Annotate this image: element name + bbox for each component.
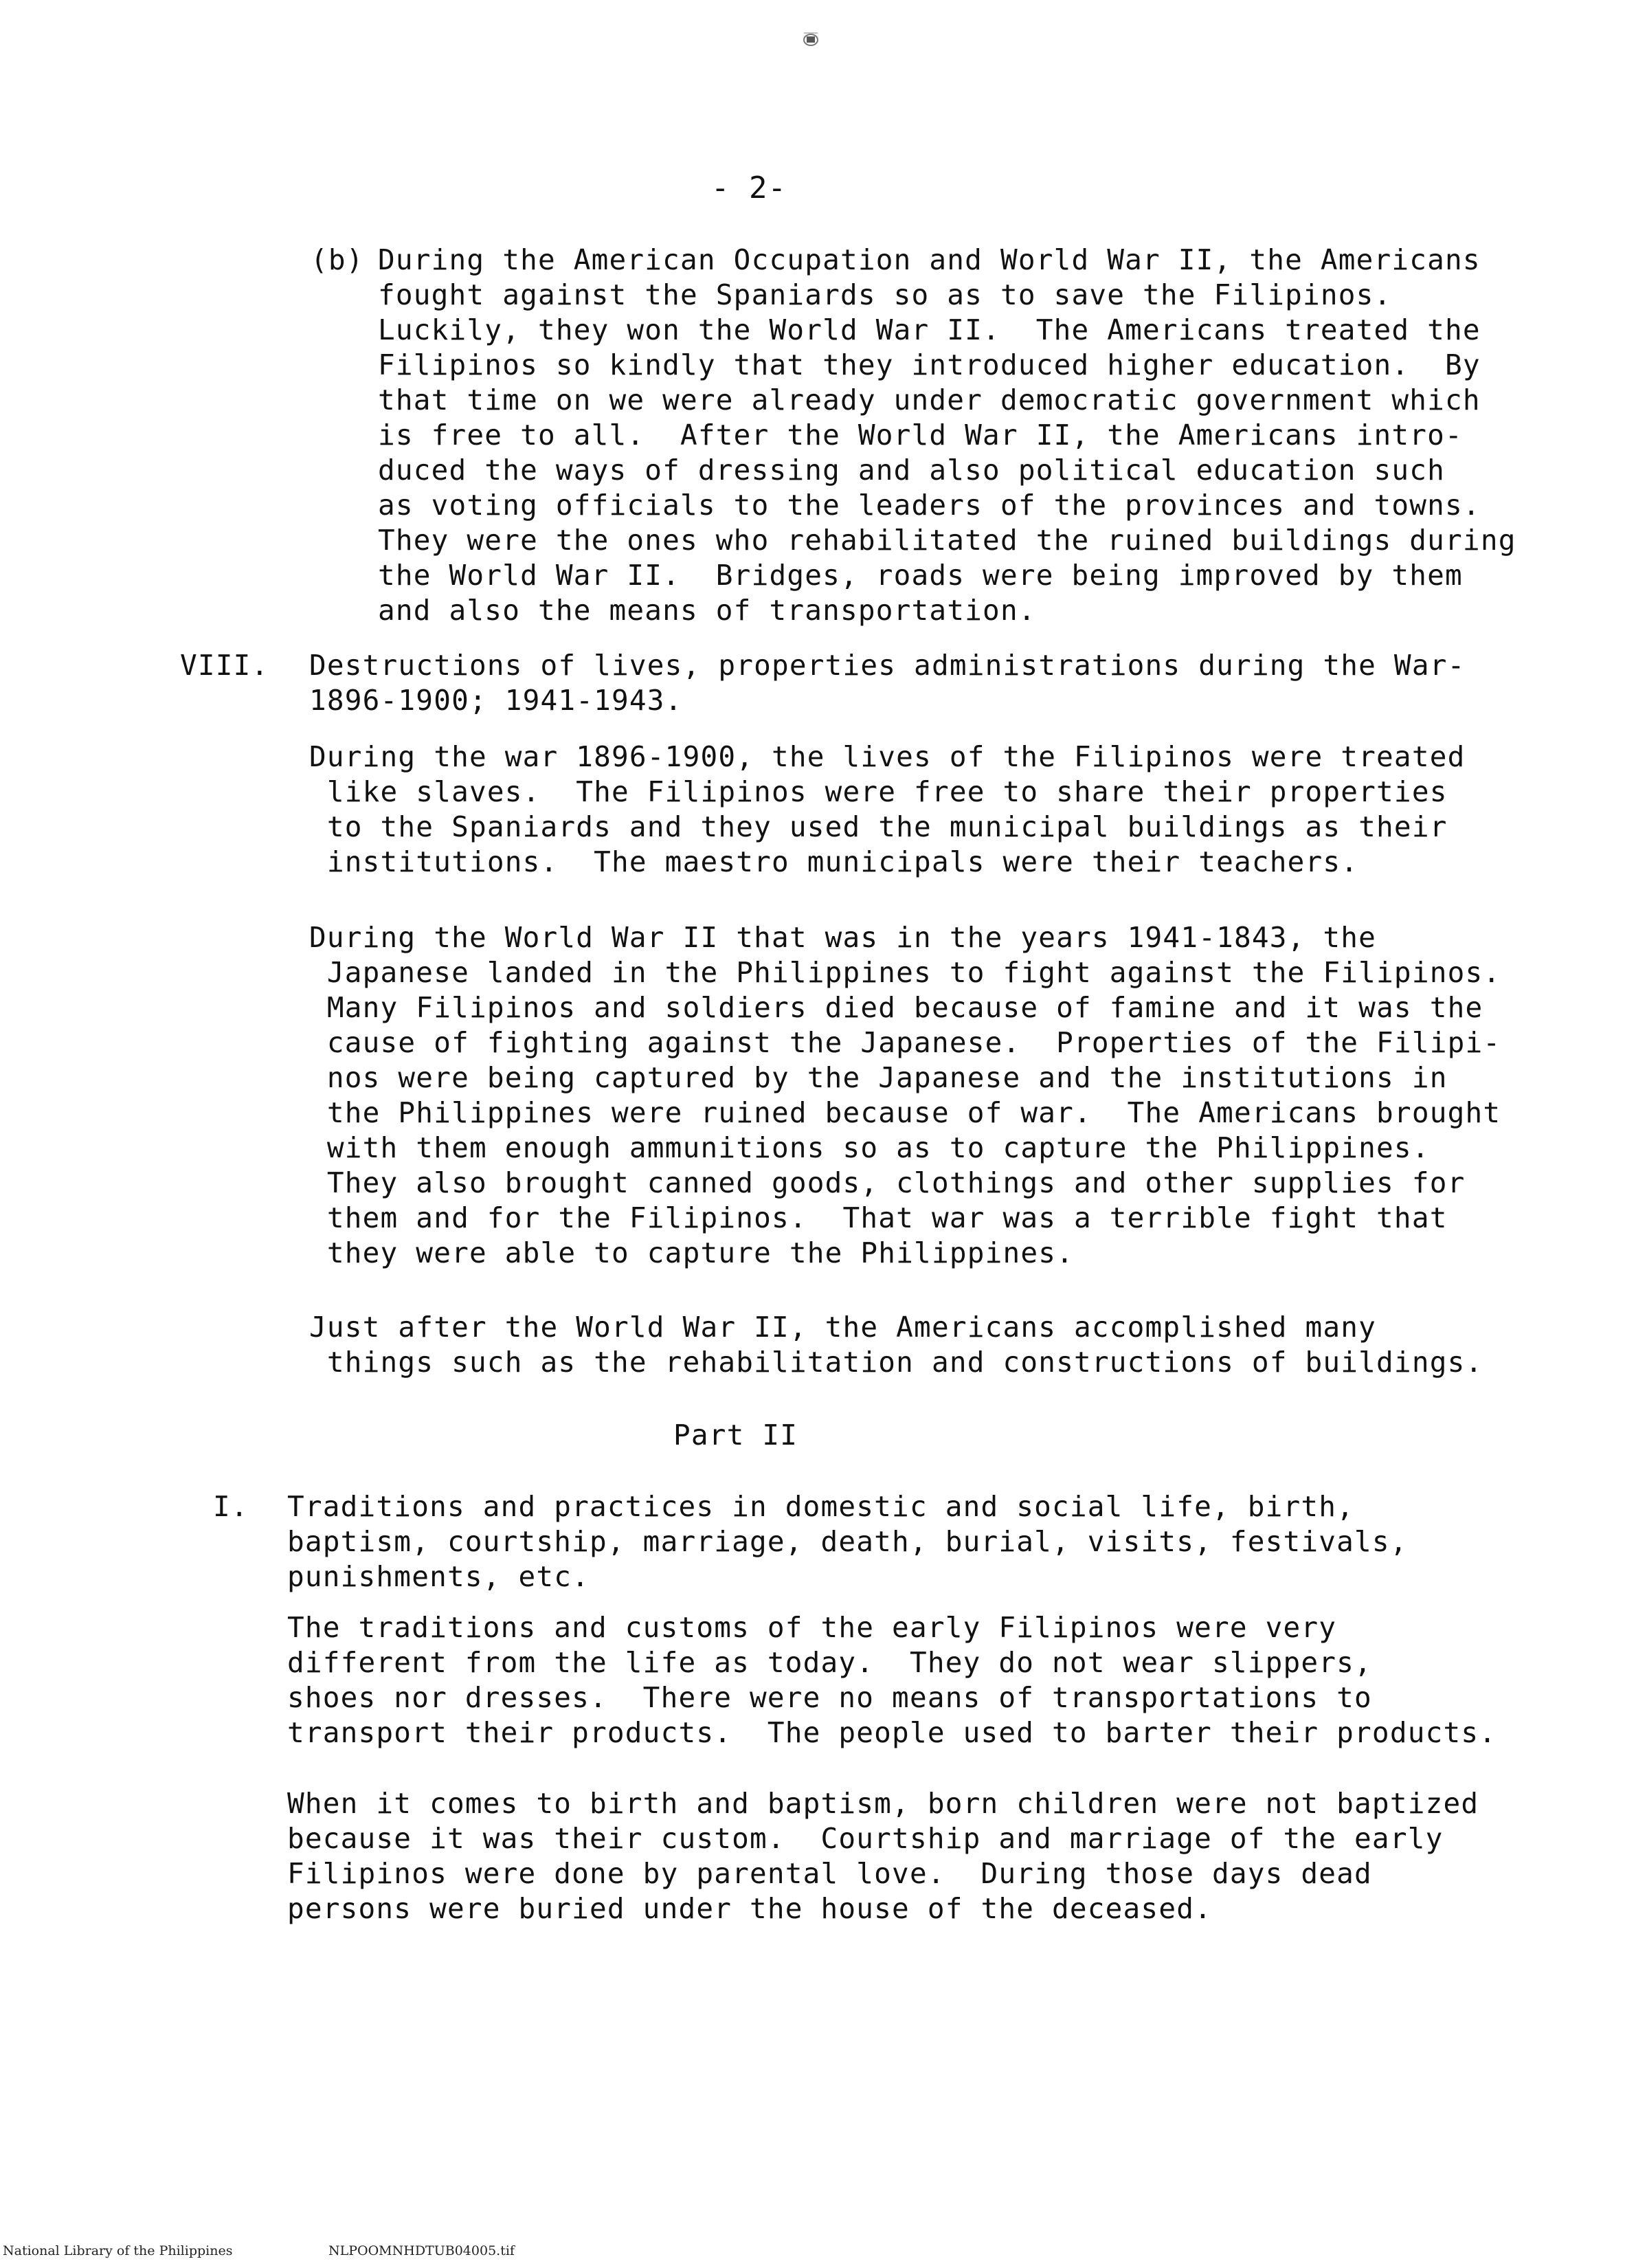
text-line: is free to all. After the World War II, the Americans intro- <box>378 419 1463 452</box>
text-line: When it comes to birth and baptism, born children were not baptized <box>287 1787 1479 1820</box>
text-line: transport their products. The people used to barter their products. <box>287 1716 1497 1749</box>
stamp-icon <box>801 30 820 48</box>
text-line: During the American Occupation and World War II, the Americans <box>378 243 1481 276</box>
text-line: with them enough ammunitions so as to capture the Philippines. <box>309 1131 1430 1164</box>
text-line: like slaves. The Filipinos were free to share their properties <box>309 775 1448 808</box>
text-line: to the Spaniards and they used the municipal buildings as their <box>309 810 1448 843</box>
text-line: persons were buried under the house of the deceased. <box>287 1892 1212 1925</box>
text-line: institutions. The maestro municipals were their teachers. <box>309 845 1359 878</box>
footer-filename: NLPOOMNHDTUB04005.tif <box>328 2243 515 2258</box>
section-heading-line: punishments, etc. <box>287 1560 590 1593</box>
text-line: different from the life as today. They do not wear slippers, <box>287 1646 1372 1679</box>
text-line: shoes nor dresses. There were no means of transportations to <box>287 1681 1372 1714</box>
section-heading-line: 1896-1900; 1941-1943. <box>309 684 683 717</box>
text-line: During the World War II that was in the years 1941-1843, the <box>309 921 1377 954</box>
text-line: they were able to capture the Philippines. <box>309 1236 1075 1269</box>
text-line: and also the means of transportation. <box>378 594 1036 627</box>
text-line: Filipinos so kindly that they introduced higher education. By <box>378 348 1481 381</box>
section-marker: I. <box>213 1490 249 1523</box>
text-line: During the war 1896-1900, the lives of the Filipinos were treated <box>309 740 1466 773</box>
text-line: Filipinos were done by parental love. During those days dead <box>287 1857 1372 1890</box>
text-line: Japanese landed in the Philippines to fight against the Filipinos. <box>309 956 1501 989</box>
section-marker: VIII. <box>180 649 269 682</box>
text-line: Many Filipinos and soldiers died because of famine and it was the <box>309 991 1483 1024</box>
section-marker: (b) <box>311 243 364 276</box>
section-heading-line: baptism, courtship, marriage, death, burial, visits, festivals, <box>287 1525 1408 1558</box>
text-line: because it was their custom. Courtship and marriage of the early <box>287 1822 1444 1855</box>
footer-source: National Library of the Philippines <box>3 2243 233 2258</box>
text-line: duced the ways of dressing and also political education such <box>378 454 1446 487</box>
text-line: things such as the rehabilitation and constructions of buildings. <box>309 1346 1483 1379</box>
section-heading-line: Traditions and practices in domestic and social life, birth, <box>287 1490 1355 1523</box>
text-line: They also brought canned goods, clothings and other supplies for <box>309 1166 1466 1199</box>
text-line: cause of fighting against the Japanese. Properties of the Filipi- <box>309 1026 1501 1059</box>
text-line: fought against the Spaniards so as to save the Filipinos. <box>378 278 1392 311</box>
text-line: the Philippines were ruined because of war. The Americans brought <box>309 1096 1501 1129</box>
page-number: - 2- <box>711 170 787 205</box>
text-line: nos were being captured by the Japanese and the institutions in <box>309 1061 1448 1094</box>
part-heading: Part II <box>673 1419 798 1452</box>
text-line: as voting officials to the leaders of the provinces and towns. <box>378 489 1481 522</box>
text-line: the World War II. Bridges, roads were being improved by them <box>378 559 1463 592</box>
text-line: Just after the World War II, the Americans accomplished many <box>309 1311 1377 1344</box>
text-line: Luckily, they won the World War II. The Americans treated the <box>378 313 1481 346</box>
text-line: them and for the Filipinos. That war was a terrible fight that <box>309 1201 1448 1234</box>
text-line: The traditions and customs of the early Filipinos were very <box>287 1611 1337 1644</box>
section-heading-line: Destructions of lives, properties administrations during the War- <box>309 649 1466 682</box>
text-line: that time on we were already under democratic government which <box>378 383 1481 416</box>
text-line: They were the ones who rehabilitated the ruined buildings during <box>378 524 1516 557</box>
